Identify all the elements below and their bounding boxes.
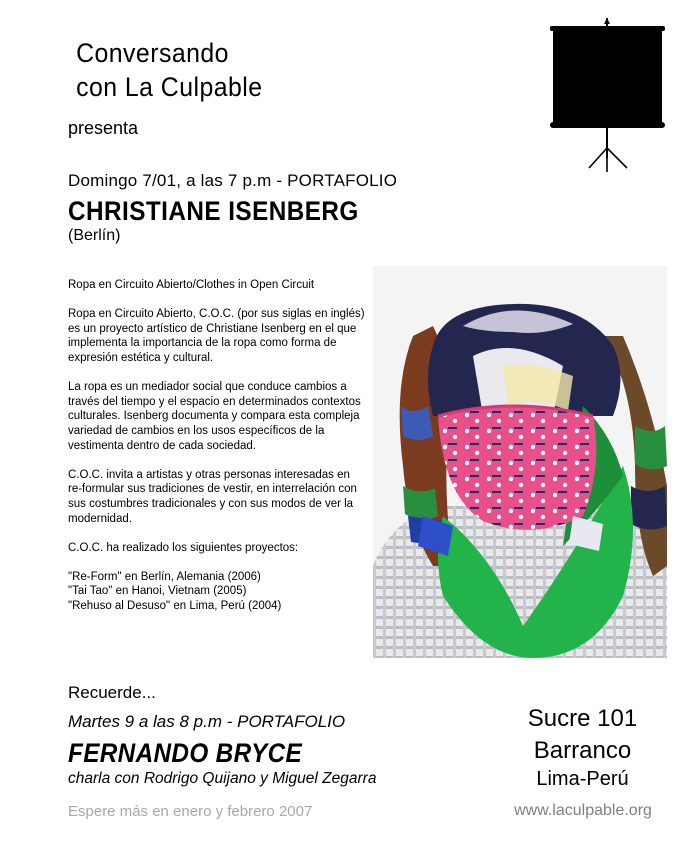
description-heading: Ropa en Circuito Abierto/Clothes in Open Circuit bbox=[68, 279, 315, 291]
event-datetime: Domingo 7/01, a las 7 p.m - PORTAFOLIO bbox=[68, 171, 398, 190]
reminder-label: Recuerde... bbox=[68, 683, 156, 702]
website-link[interactable]: www.laculpable.org bbox=[514, 802, 652, 819]
footer-note: Espere más en enero y febrero 2007 bbox=[68, 803, 313, 820]
next-event-artist: FERNANDO BRYCE bbox=[68, 738, 303, 768]
page-title bbox=[68, 36, 271, 104]
address-line-2: Barranco bbox=[533, 737, 632, 764]
description-paragraph-2: La ropa es un mediador social que conduce cambios a través del tiempo y el espacio en determinados contextos culturales. Isenberg documenta y compara esta compleja variedad de cambios en los usos específicos de la vestimenta dentro de cada sociedad. bbox=[68, 381, 361, 452]
artist-city: (Berlín) bbox=[68, 227, 121, 244]
description-paragraph-3: C.O.C. invita a artistas y otras personas interesadas en re-formular sus tradiciones de vestir, en interrelación con sus costumbres tradicionales y con sus modos de ver la modernidad. bbox=[68, 468, 357, 525]
artist-name: CHRISTIANE ISENBERG bbox=[68, 196, 359, 226]
address-line-1: Sucre 101 bbox=[527, 705, 638, 732]
next-event-datetime: Martes 9 a las 8 p.m - PORTAFOLIO bbox=[68, 712, 346, 731]
projects-list bbox=[68, 570, 366, 614]
artwork-photo bbox=[373, 266, 667, 658]
address-line-3: Lima-Perú bbox=[536, 768, 629, 790]
presenta-label: presenta bbox=[68, 118, 139, 138]
projection-screen-icon bbox=[547, 18, 668, 176]
title-line-2: con La Culpable bbox=[76, 72, 263, 102]
next-event-talk: charla con Rodrigo Quijano y Miguel Zegarra bbox=[68, 770, 377, 787]
project-item: "Tai Tao" en Hanoi, Vietnam (2005) bbox=[68, 585, 247, 598]
description-paragraph-4: C.O.C. ha realizado los siguientes proyectos: bbox=[68, 541, 299, 554]
project-description bbox=[68, 278, 366, 614]
project-item: "Rehuso al Desuso" en Lima, Perú (2004) bbox=[68, 600, 282, 613]
project-item: "Re-Form" en Berlín, Alemania (2006) bbox=[68, 570, 261, 583]
title-line-1: Conversando bbox=[76, 38, 229, 68]
description-paragraph-1: Ropa en Circuito Abierto, C.O.C. (por sus siglas en inglés) es un proyecto artístico de Christiane Isenberg en el que implementa la importancia de la ropa como forma de expresión estética y cultural. bbox=[68, 308, 365, 364]
